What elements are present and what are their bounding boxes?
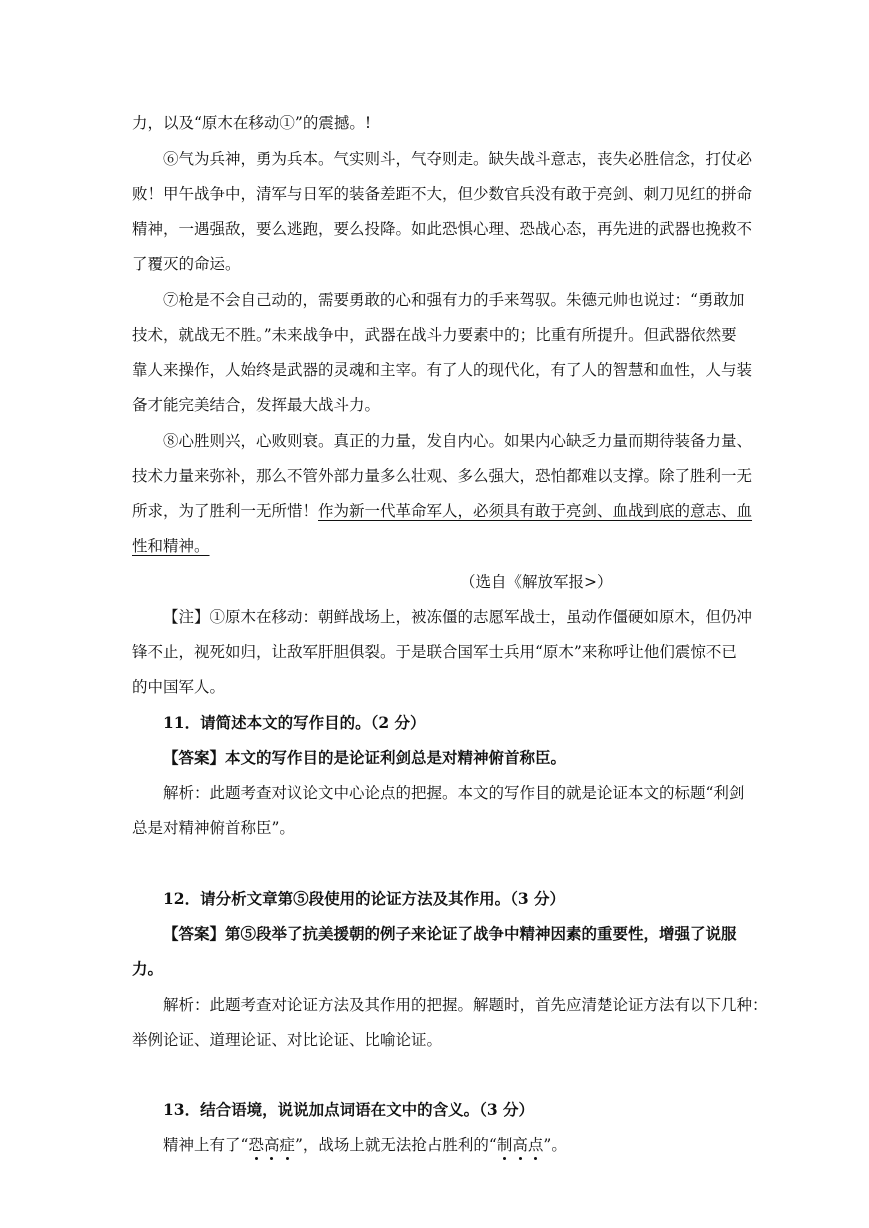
text-line: 精神，一遇强敌，要么逃跑，要么投降。如此恐惧心理、恐战心态，再先进的武器也挽救不 xyxy=(132,220,753,238)
text-segment: ”，战场上就无法抢占胜利的“ xyxy=(294,1136,497,1154)
dotted-word-2 xyxy=(497,1136,544,1154)
text-line: 举例论证、道理论证、对比论证、比喻论证。 xyxy=(132,1031,443,1049)
dotted-char: 高 xyxy=(263,1136,280,1154)
answer-12-line: 【答案】第⑤段举了抗美援朝的例子来论证了战争中精神因素的重要性，增强了说服 xyxy=(163,924,737,943)
note-line: 【注】①原木在移动：朝鲜战场上，被冻僵的志愿军战士，虽动作僵硬如原木，但仍冲 xyxy=(163,608,753,626)
dotted-char: 制 xyxy=(496,1136,513,1154)
text-line xyxy=(132,535,742,557)
answer-11: 【答案】本文的写作目的是论证利剑总是对精神俯首称臣。 xyxy=(163,748,567,767)
text-line: 靠人来操作，人始终是武器的灵魂和主宰。有了人的现代化，有了人的智慧和血性，人与装 xyxy=(132,361,753,379)
paragraph-8-line: ⑧心胜则兴，心败则衰。真正的力量，发自内心。如果内心缺乏力量而期待装备力量、 xyxy=(163,432,753,450)
text-line: 总是对精神俯首称臣”。 xyxy=(132,819,295,837)
dotted-char: 点 xyxy=(527,1136,544,1154)
question-11: 11．请简述本文的写作目的。（2 分） xyxy=(163,713,426,732)
paragraph-6-line: ⑥气为兵神，勇为兵本。气实则斗，气夺则走。缺失战斗意志，丧失必胜信念，打仗必 xyxy=(163,150,753,168)
text-line: 了覆灭的命运。 xyxy=(132,255,241,273)
text-segment: ”。 xyxy=(543,1136,567,1154)
analysis-11-line: 解析：此题考查对议论文中心论点的把握。本文的写作目的就是论证本文的标题“利剑 xyxy=(163,784,745,802)
text-segment: 所求，为了胜利一无所惜！ xyxy=(132,502,319,520)
underlined-sentence-end: 性和精神。 xyxy=(132,537,210,555)
text-line: 备才能完美结合，发挥最大战斗力。 xyxy=(132,396,381,414)
text-line: 的中国军人。 xyxy=(132,678,226,696)
text-line: 锋不止，视死如归，让敌军肝胆俱裂。于是联合国军士兵用“原木”来称呼让他们震惊不已 xyxy=(132,643,737,661)
text-segment: 精神上有了“ xyxy=(163,1136,249,1154)
text-line: 技术，就战无不胜。”未来战争中，武器在战斗力要素中的；比重有所提升。但武器依然要 xyxy=(132,326,737,344)
text-line: 败！甲午战争中，清军与日军的装备差距不大，但少数官兵没有敢于亮剑、刺刀见红的拼命 xyxy=(132,185,753,203)
source-citation: （选自《解放军报>） xyxy=(460,573,613,591)
paragraph-7-line: ⑦枪是不会自己动的，需要勇敢的心和强有力的手来驾驭。朱德元帅也说过：“勇敢加 xyxy=(163,291,745,309)
question-13-sentence xyxy=(163,1134,743,1156)
question-13: 13．结合语境，说说加点词语在文中的含义。（3 分） xyxy=(163,1100,535,1119)
dotted-char: 高 xyxy=(512,1136,528,1154)
text-line: 技术力量来弥补，那么不管外部力量多么壮观、多么强大，恐怕都难以支撑。除了胜利一无 xyxy=(132,467,753,485)
answer-12-line: 力。 xyxy=(132,959,164,978)
dotted-word-1 xyxy=(248,1136,295,1154)
dotted-char: 症 xyxy=(279,1136,295,1154)
text-line xyxy=(132,500,753,522)
underlined-sentence: 作为新一代革命军人，必须具有敢于亮剑、血战到底的意志、血 xyxy=(318,502,753,520)
analysis-12-line: 解析：此题考查对论证方法及其作用的把握。解题时，首先应清楚论证方法有以下几种： xyxy=(163,996,768,1014)
question-12: 12．请分析文章第⑤段使用的论证方法及其作用。（3 分） xyxy=(163,889,566,908)
dotted-char: 恐 xyxy=(248,1136,264,1154)
text-line: 力，以及“原木在移动①”的震撼。! xyxy=(132,114,372,132)
